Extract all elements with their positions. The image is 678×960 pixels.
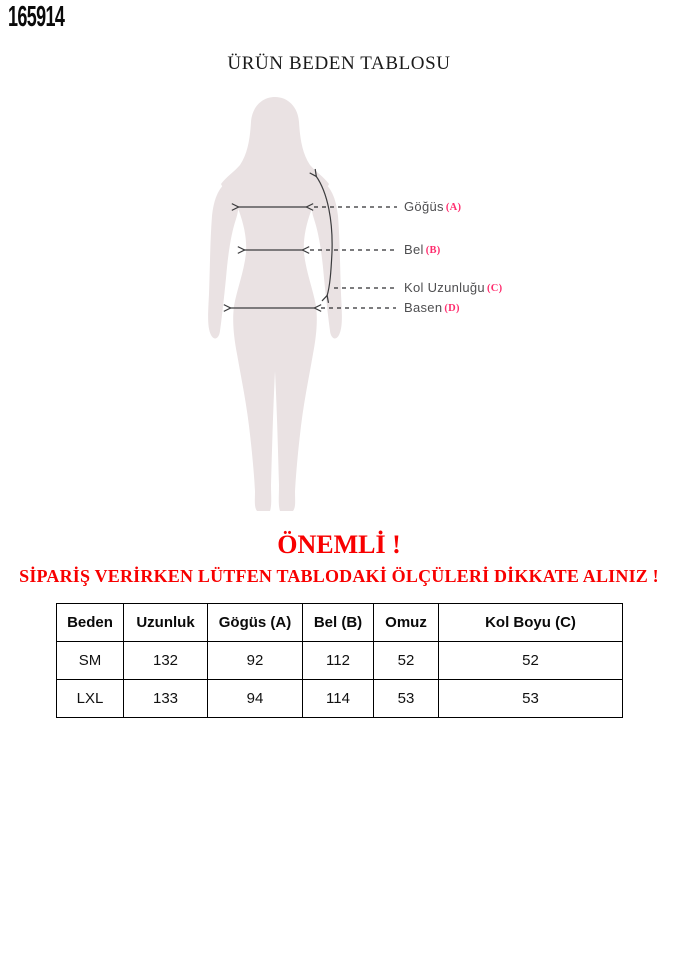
cell-bel: 114 [303,680,374,718]
cell-size: LXL [57,680,124,718]
measurement-letter: (B) [425,245,441,256]
cell-kol-boyu: 52 [439,642,623,680]
size-table [56,603,623,718]
warning-heading: ÖNEMLİ ! [277,530,401,559]
measurement-label-waist [404,242,441,258]
cell-uzunluk: 133 [124,680,208,718]
cell-size: SM [57,642,124,680]
column-header-omuz: Omuz [374,604,439,642]
measurement-label-chest [404,199,461,215]
product-code: 165914 [8,1,65,33]
column-header-kol-boyu: Kol Boyu (C) [439,604,623,642]
warning-subheading: SİPARİŞ VERİRKEN LÜTFEN TABLODAKİ ÖLÇÜLERİ DİKKATE ALINIZ ! [19,566,659,586]
measurement-name: Bel [404,242,424,257]
column-header-uzunluk: Uzunluk [124,604,208,642]
cell-gogus: 94 [208,680,303,718]
cell-omuz: 52 [374,642,439,680]
measurement-label-sleeve [404,280,502,296]
measurement-label-hip [404,300,460,316]
cell-omuz: 53 [374,680,439,718]
size-table-header-row [57,604,623,642]
measurement-letter: (A) [445,202,462,213]
measurement-name: Göğüs [404,199,444,214]
size-row-sm [57,642,623,680]
measurement-name: Basen [404,300,443,315]
page-title: ÜRÜN BEDEN TABLOSU [227,53,451,74]
measurement-letter: (C) [486,283,503,294]
column-header-beden: Beden [57,604,124,642]
cell-uzunluk: 132 [124,642,208,680]
cell-kol-boyu: 53 [439,680,623,718]
measurement-name: Kol Uzunluğu [404,280,485,295]
cell-gogus: 92 [208,642,303,680]
column-header-bel: Bel (B) [303,604,374,642]
measurement-letter: (D) [444,303,460,314]
size-row-lxl [57,680,623,718]
column-header-gogus: Gögüs (A) [208,604,303,642]
cell-bel: 112 [303,642,374,680]
body-silhouette [221,97,329,511]
